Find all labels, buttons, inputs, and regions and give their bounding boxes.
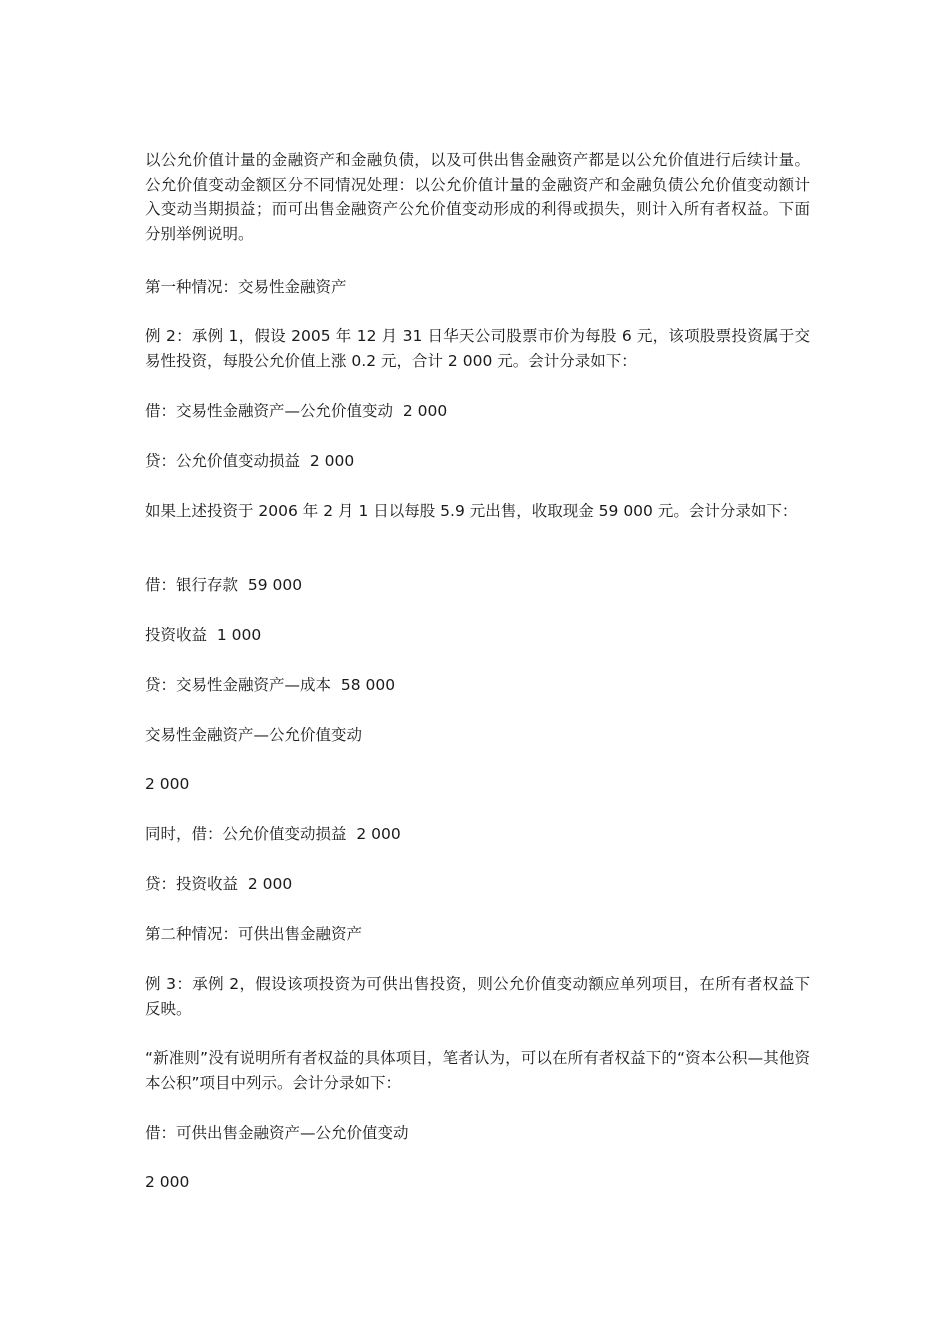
journal-fair-value-line: 交易性金融资产—公允价值变动 (145, 726, 363, 744)
journal-debit-bank-line: 借：银行存款 59 000 (145, 576, 303, 594)
case-one-heading: 第一种情况：交易性金融资产 (145, 278, 347, 296)
example-3-paragraph: 例 3：承例 2，假设该项投资为可供出售投资，则公允价值变动额应单列项目，在所有者权益下反映。 (145, 975, 810, 1018)
intro-paragraph: 以公允价值计量的金融资产和金融负债，以及可供出售金融资产都是以公允价值进行后续计量。公允价值变动金额区分不同情况处理：以公允价值计量的金融资产和金融负债公允价值变动额计入变动当期损益；而可出售金融资产公允价值变动形成的利得或损失，则计入所有者权益。下面分别举例说明。 (145, 151, 810, 243)
journal-investment-income: 投资收益 1 000 (145, 626, 262, 644)
case-two-heading: 第二种情况：可供出售金融资产 (145, 925, 363, 943)
journal-simultaneous-line: 同时，借：公允价值变动损益 2 000 (145, 825, 401, 843)
new-standard-paragraph: “新准则”没有说明所有者权益的具体项目，笔者认为，可以在所有者权益下的“资本公积—其他资本公积”项目中列示。会计分录如下： (145, 1049, 810, 1092)
journal-credit-line: 贷：公允价值变动损益 2 000 (145, 452, 355, 470)
journal-afs-debit-line: 借：可供出售金融资产—公允价值变动 (145, 1124, 409, 1142)
sale-paragraph: 如果上述投资于 2006 年 2 月 1 日以每股 5.9 元出售，收取现金 59 000 元。会计分录如下： (145, 502, 798, 520)
journal-credit-income-line: 贷：投资收益 2 000 (145, 875, 293, 893)
journal-amount-line: 2 000 (145, 775, 190, 793)
journal-debit-line: 借：交易性金融资产—公允价值变动 2 000 (145, 402, 448, 420)
journal-afs-amount-line: 2 000 (145, 1173, 190, 1191)
example-2-paragraph: 例 2：承例 1，假设 2005 年 12 月 31 日华天公司股票市价为每股 6 元，该项股票投资属于交易性投资，每股公允价值上涨 0.2 元，合计 2 000 元。会计分录如下： (145, 327, 810, 370)
journal-credit-cost-line: 贷：交易性金融资产—成本 58 000 (145, 676, 396, 694)
